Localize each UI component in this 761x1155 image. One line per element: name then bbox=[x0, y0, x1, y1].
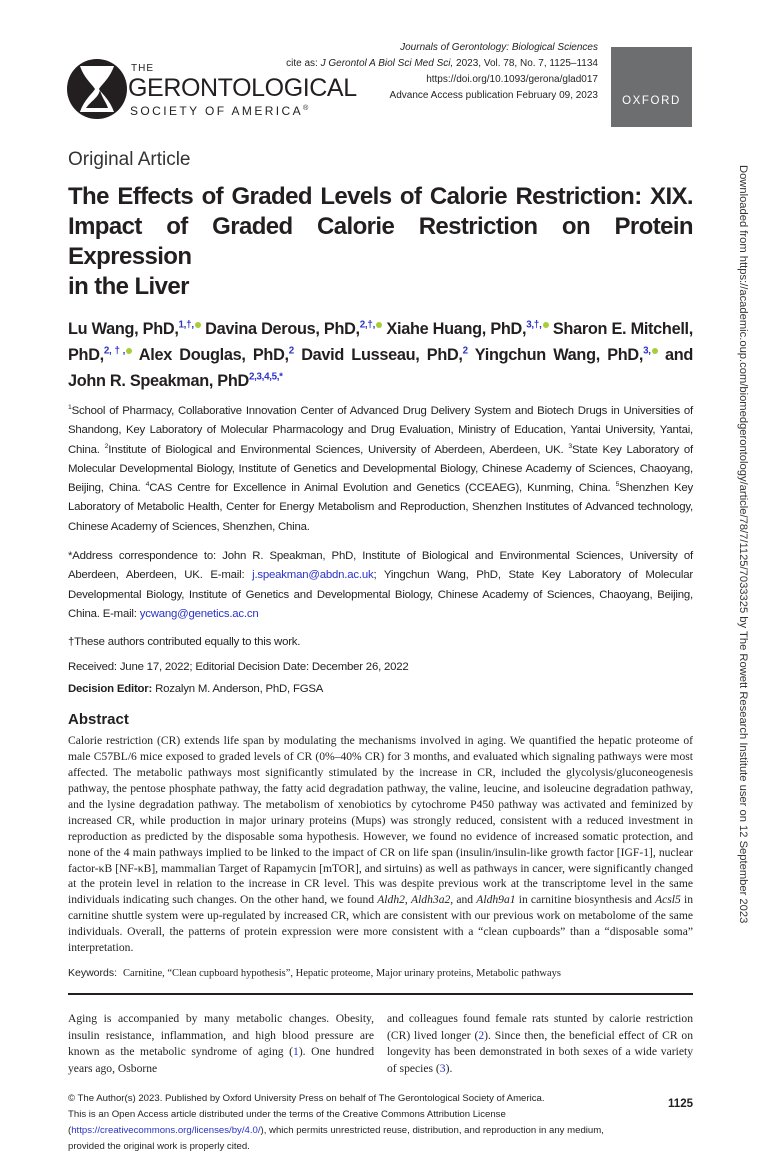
abstract-segment: in carnitine shuttle system were up-regulated by increased CR, which are consistent with our previous work on metabolome of the same individuals. Overall, the patterns of protein expression were more consistent with a “clean cupboards” than a “disposable soma” interpretation. bbox=[68, 893, 694, 955]
author-affiliation-ref[interactable]: 2,3,4,5,* bbox=[248, 371, 283, 383]
divider bbox=[68, 993, 693, 995]
body-column-right bbox=[387, 1011, 693, 1077]
author-name[interactable]: Alex Douglas, PhD, bbox=[138, 346, 289, 364]
affiliation-number: 3 bbox=[568, 442, 573, 450]
orcid-icon[interactable] bbox=[543, 322, 549, 328]
body-text: Aging is accompanied by many metabolic changes. Obesity, insulin resistance, inflammation, and high blood pressure are known as the metabolic syndrome of aging ( bbox=[68, 1011, 374, 1059]
article-title: The Effects of Graded Levels of Calorie Restriction: XIX. Impact of Graded Calorie Restriction on Protein Expression in the Liver bbox=[68, 183, 693, 300]
affiliation-text: State Key Laboratory of Molecular Developmental Biology, Institute of Genetics and Developmental Biology, Chinese Academy of Sciences, Chaoyang, Beijing, China. bbox=[68, 443, 694, 495]
advance-access: Advance Access publication February 09, 2023 bbox=[389, 90, 598, 101]
body-text: ). One hundred years ago, Osborne bbox=[68, 1045, 374, 1075]
correspondence: *Address correspondence to: John R. Speakman, PhD, Institute of Biological and Environmental Sciences, University of Aberdeen, Aberdeen, UK. E-mail: j.speakman@abdn.ac.uk; Yingchun Wang, PhD, State Key Laboratory of Molecular Developmental Biology, Institute of Genetics and Developmental Biology, Chinese Academy of Sciences, Chaoyang, Beijing, China. E-mail: ycwang@genetics.ac.cn bbox=[68, 550, 693, 620]
affiliation-number: 1 bbox=[68, 404, 72, 412]
footer bbox=[68, 1091, 693, 1155]
received-dates: Received: June 17, 2022; Editorial Decision Date: December 26, 2022 bbox=[68, 661, 409, 674]
body-text: and colleagues found female rats stunted by calorie restriction (CR) lived longer ( bbox=[387, 1011, 693, 1042]
affiliation-number: 4 bbox=[145, 481, 150, 489]
reference-link[interactable]: 3 bbox=[439, 1061, 446, 1075]
oxford-logo: OXFORD bbox=[611, 47, 692, 127]
orcid-icon[interactable] bbox=[195, 322, 201, 328]
author-affiliation-ref[interactable]: 2,†, bbox=[359, 319, 376, 331]
page-number: 1125 bbox=[668, 1098, 693, 1111]
author-name[interactable]: Yingchun Wang, PhD, bbox=[474, 346, 644, 364]
orcid-icon[interactable] bbox=[652, 348, 658, 354]
gene-name: Aldh2 bbox=[377, 893, 405, 907]
author-affiliation-ref[interactable]: 2,†, bbox=[103, 345, 126, 357]
download-watermark: Downloaded from https://academic.oup.com/biomedgerontology/article/78/7/1125/7033325 by The Rowett Research Institute user on 12 September 2023 bbox=[737, 165, 749, 924]
logo-the: THE bbox=[131, 63, 154, 74]
body-text: ). bbox=[445, 1061, 453, 1075]
author-list bbox=[68, 316, 693, 394]
abstract-segment: , bbox=[404, 893, 411, 907]
affiliation-number: 5 bbox=[615, 481, 620, 489]
author-name[interactable]: Davina Derous, PhD, bbox=[205, 320, 360, 338]
doi-link[interactable]: https://doi.org/10.1093/gerona/glad017 bbox=[426, 74, 598, 85]
gene-name: Acsl5 bbox=[655, 893, 681, 907]
author-name[interactable]: Xiahe Huang, PhD, bbox=[386, 320, 527, 338]
affiliations bbox=[68, 402, 693, 537]
citation: cite as: J Gerontol A Biol Sci Med Sci, 2023, Vol. 78, No. 7, 1125–1134 bbox=[286, 58, 598, 69]
author-name[interactable]: and bbox=[664, 346, 693, 364]
abstract-text bbox=[68, 733, 693, 956]
author-affiliation-ref[interactable]: 2 bbox=[462, 345, 468, 357]
equal-contribution-note: †These authors contributed equally to this work. bbox=[68, 636, 301, 649]
orcid-icon[interactable] bbox=[126, 348, 132, 354]
author-affiliation-ref[interactable]: 3, bbox=[643, 345, 651, 357]
author-name[interactable]: Sharon E. Mitchell, bbox=[552, 320, 693, 338]
author-name[interactable]: Lu Wang, PhD, bbox=[68, 320, 179, 338]
author-affiliation-ref[interactable]: 3,†, bbox=[526, 319, 542, 331]
email-link[interactable]: j.speakman@abdn.ac.uk bbox=[252, 569, 374, 582]
footer-license: © The Author(s) 2023. Published by Oxford University Press on behalf of The Gerontological Society of America. This is an Open Access article distributed under the terms of the Creative Commons Attribution License (https://creativecommons.org/licenses/by/4.0/), which permits unrestricted reuse, distribution, and reproduction in any medium, provided the original work is properly cited. bbox=[68, 1093, 604, 1153]
article-type: Original Article bbox=[68, 149, 191, 170]
registered-mark: ® bbox=[303, 103, 311, 112]
reference-link[interactable]: 1 bbox=[293, 1045, 299, 1059]
license-link[interactable]: https://creativecommons.org/licenses/by/4.0/ bbox=[71, 1125, 261, 1137]
reference-link[interactable]: 2 bbox=[478, 1028, 485, 1042]
author-name[interactable]: PhD, bbox=[68, 346, 104, 364]
affiliation-text: CAS Centre for Excellence in Animal Evolution and Genetics (CCEAEG), Kunming, China. bbox=[149, 482, 616, 495]
abstract-heading: Abstract bbox=[68, 711, 129, 729]
body-column-left bbox=[68, 1011, 374, 1077]
gene-name: Aldh3a2 bbox=[411, 893, 451, 907]
affiliation-text: Shenzhen Key Laboratory of Metabolic Health, Center for Energy Metabolism and Reproduction, Shenzhen Institutes of Advanced technology, Chinese Academy of Sciences, Shenzhen, China. bbox=[68, 482, 693, 533]
author-name[interactable]: John R. Speakman, PhD bbox=[68, 372, 249, 390]
author-affiliation-ref[interactable]: 1,†, bbox=[178, 319, 194, 331]
abstract-segment: in carnitine biosynthesis and bbox=[515, 893, 656, 907]
logo-name: GERONTOLOGICAL bbox=[128, 74, 357, 102]
author-name[interactable]: David Lusseau, PhD, bbox=[301, 346, 463, 364]
journal-name: Journals of Gerontology: Biological Sciences bbox=[400, 42, 598, 53]
keywords: Keywords: Carnitine, “Clean cupboard hypothesis”, Hepatic proteome, Major urinary proteins, Metabolic pathways bbox=[68, 966, 561, 979]
email-link[interactable]: ycwang@genetics.ac.cn bbox=[139, 607, 259, 620]
affiliation-text: Institute of Biological and Environmental Sciences, University of Aberdeen, Aberdeen, UK. bbox=[108, 443, 569, 456]
journal-header bbox=[286, 40, 598, 104]
article-main bbox=[68, 148, 693, 1155]
decision-editor: Decision Editor: Rozalyn M. Anderson, PhD, FGSA bbox=[68, 683, 324, 696]
orcid-icon[interactable] bbox=[376, 322, 382, 328]
gene-name: Aldh9a1 bbox=[476, 893, 516, 907]
body-text: ). Since then, the beneficial effect of CR on longevity has been demonstrated in both sexes of a wide variety of species ( bbox=[387, 1028, 693, 1075]
affiliation-number: 2 bbox=[104, 442, 109, 450]
abstract-segment: , and bbox=[450, 893, 477, 907]
body-columns bbox=[68, 1011, 693, 1077]
abstract-segment: Calorie restriction (CR) extends life span by modulating the mechanisms involved in aging. We quantified the hepatic proteome of male C57BL/6 mice exposed to graded levels of CR (0%–40% CR) for 3 months, and evaluated which signaling pathways were most affected. The metabolic pathways most significantly stimulated by the increase in CR, included the glycolysis/gluconeogenesis pathway, the pentose phosphate pathway, the fatty acid degradation pathway, the valine, leucine, and isoleucine degradation pathway, and the lysine degradation pathway. The metabolism of xenobiotics by cytochrome P450 pathway was activated and feminized by increased CR, while production in major urinary proteins (Mups) was strongly reduced, consistent with a reduced investment in reproduction as predicted by the disposable soma hypothesis. However, we found no evidence of increased somatic protection, and none of the 4 main pathways implied to be linked to the impact of CR on life span (insulin/insulin-like growth factor [IGF-1], nuclear factor-κB [NF-κB], mammalian Target of Rapamycin [mTOR], and sirtuins) as well as pathways in cancer, were significantly changed at the protein level in relation to the increase in CR level. This was despite previous work at the transcriptome level in the same individuals indicating such changes. On the other hand, we found bbox=[68, 734, 693, 907]
hourglass-logo-icon bbox=[66, 58, 128, 120]
logo-society: SOCIETY OF AMERICA bbox=[130, 104, 304, 118]
affiliation-text: School of Pharmacy, Collaborative Innovation Center of Advanced Drug Delivery System and Biotech Drugs in Universities of Shandong, Key Laboratory of Molecular Pharmacology and Drug Evaluation, Ministry of Education, Yantai University, Yantai, China. bbox=[68, 405, 693, 456]
author-affiliation-ref[interactable]: 2 bbox=[288, 345, 294, 357]
